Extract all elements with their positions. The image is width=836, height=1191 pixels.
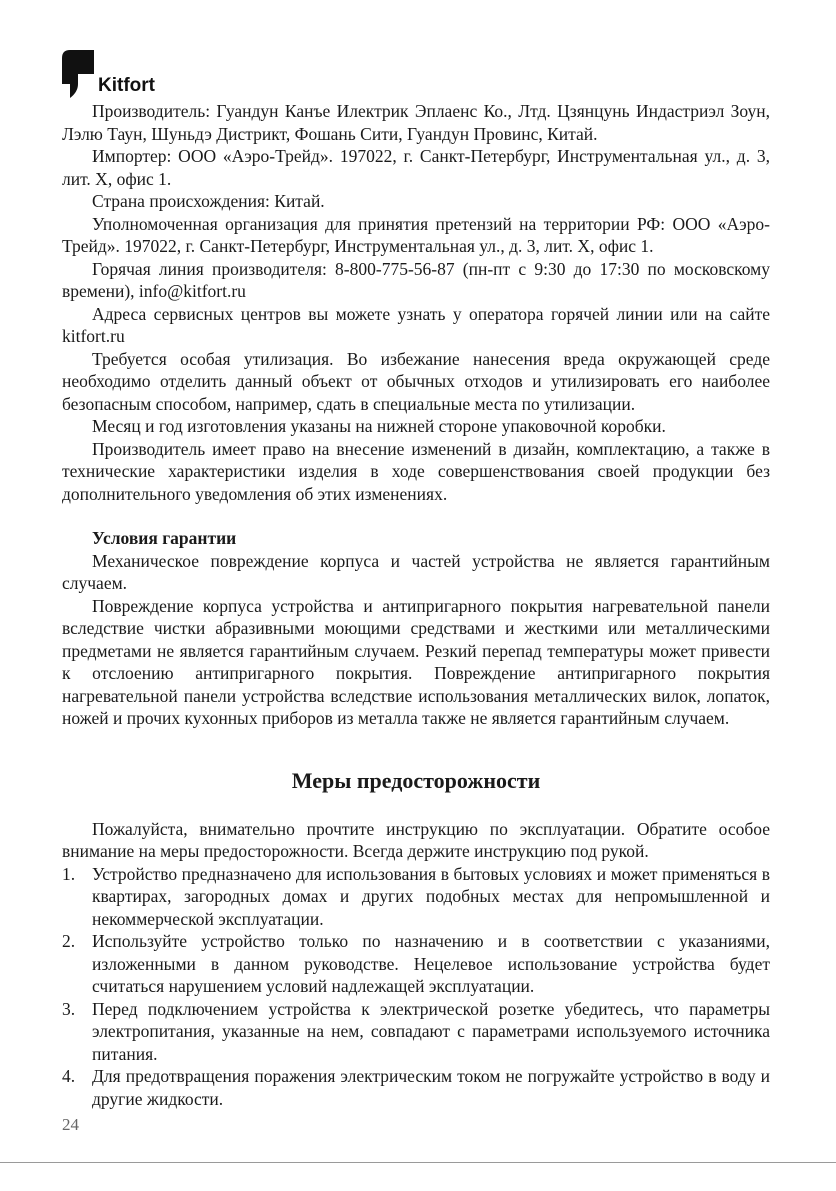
list-item (62, 863, 770, 931)
disposal-paragraph: Требуется особая утилизация. Во избежание нанесения вреда окружающей среде необходимо отделить данный объект от обычных отходов и утилизировать его наиболее безопасным способом, например, сдать в специальные места по утилизации. (62, 348, 770, 414)
kitfort-logo-icon (62, 50, 94, 98)
list-item-text: Используйте устройство только по назначению и в соответствии с указаниями, изложенными в данном руководстве. Нецелевое использование устройства будет считаться нарушением условий надлежащей эксплуатации. (92, 931, 770, 996)
list-item-number: 2. (62, 931, 76, 951)
list-item (62, 930, 770, 998)
warranty-paragraph: Механическое повреждение корпуса и частей устройства не является гарантийным случаем. (62, 550, 770, 593)
importer-paragraph: Импортер: ООО «Аэро-Трейд». 197022, г. Санкт-Петербург, Инструментальная ул., д. 3, лит. Х, офис 1. (62, 146, 770, 189)
changes-paragraph: Производитель имеет право на внесение изменений в дизайн, комплектацию, а также в технические характеристики изделия в ходе совершенствования своей продукции без дополнительного уведомления об этих изменениях. (62, 438, 770, 504)
list-item-number: 1. (62, 863, 76, 884)
list-item-text: Перед подключением устройства к электрической розетке убедитесь, что параметры электропитания, указанные на нем, совпадают с параметрами используемого источника питания. (92, 998, 770, 1064)
list-item (62, 1065, 770, 1110)
section-title: Меры предосторожности (291, 767, 541, 793)
precautions-list (62, 863, 770, 1111)
kitfort-logo (62, 46, 770, 98)
logo-text: Kitfort (98, 75, 155, 96)
bottom-divider (0, 1162, 836, 1163)
warranty-paragraph: Повреждение корпуса устройства и антипригарного покрытия нагревательной панели вследствие чистки абразивными моющими средствами и жесткими или металлическими предметами не является гарантийным случаем. Резкий перепад температуры может привести к отслоению антипригарного покрытия. Повреждение антипригарного покрытия нагревательной панели устройства вследствие использования металлических вилок, лопаток, ножей и прочих кухонных приборов из металла также не является гарантийным случаем. (62, 595, 770, 728)
list-item-text: Для предотвращения поражения электрическим током не погружайте устройство в воду и другие жидкости. (92, 1066, 770, 1109)
service-centers-paragraph: Адреса сервисных центров вы можете узнать у оператора горячей линии или на сайте kitfort.ru (62, 303, 770, 346)
origin-paragraph: Страна происхождения: Китай. (92, 191, 325, 211)
list-item-text: Устройство предназначено для использования в бытовых условиях и может применяться в квартирах, загородных домах и других подобных местах для непромышленной и некоммерческой эксплуатации. (92, 863, 770, 929)
precautions-intro: Пожалуйста, внимательно прочтите инструкцию по эксплуатации. Обратите особое внимание на меры предосторожности. Всегда держите инструкцию под рукой. (62, 818, 770, 861)
page-number: 24 (62, 1115, 79, 1134)
authorized-org-paragraph: Уполномоченная организация для принятия претензий на территории РФ: ООО «Аэро-Трейд». 197022, г. Санкт-Петербург, Инструментальная ул., д. 3, лит. Х, офис 1. (62, 213, 770, 256)
manufacture-date-paragraph: Месяц и год изготовления указаны на нижней стороне упаковочной коробки. (92, 416, 666, 436)
warranty-heading: Условия гарантии (92, 528, 237, 548)
list-item-number: 4. (62, 1066, 76, 1086)
list-item-number: 3. (62, 998, 76, 1019)
list-item (62, 998, 770, 1066)
manufacturer-paragraph: Производитель: Гуандун Канъе Илектрик Эплаенс Ко., Лтд. Цзянцунь Индастриэл Зоун, Лэлю Таун, Шуньдэ Дистрикт, Фошань Сити, Гуандун Провинс, Китай. (62, 101, 770, 144)
document-page (62, 46, 770, 1110)
hotline-paragraph: Горячая линия производителя: 8-800-775-56-87 (пн-пт с 9:30 до 17:30 по московскому времени), info@kitfort.ru (62, 258, 770, 301)
